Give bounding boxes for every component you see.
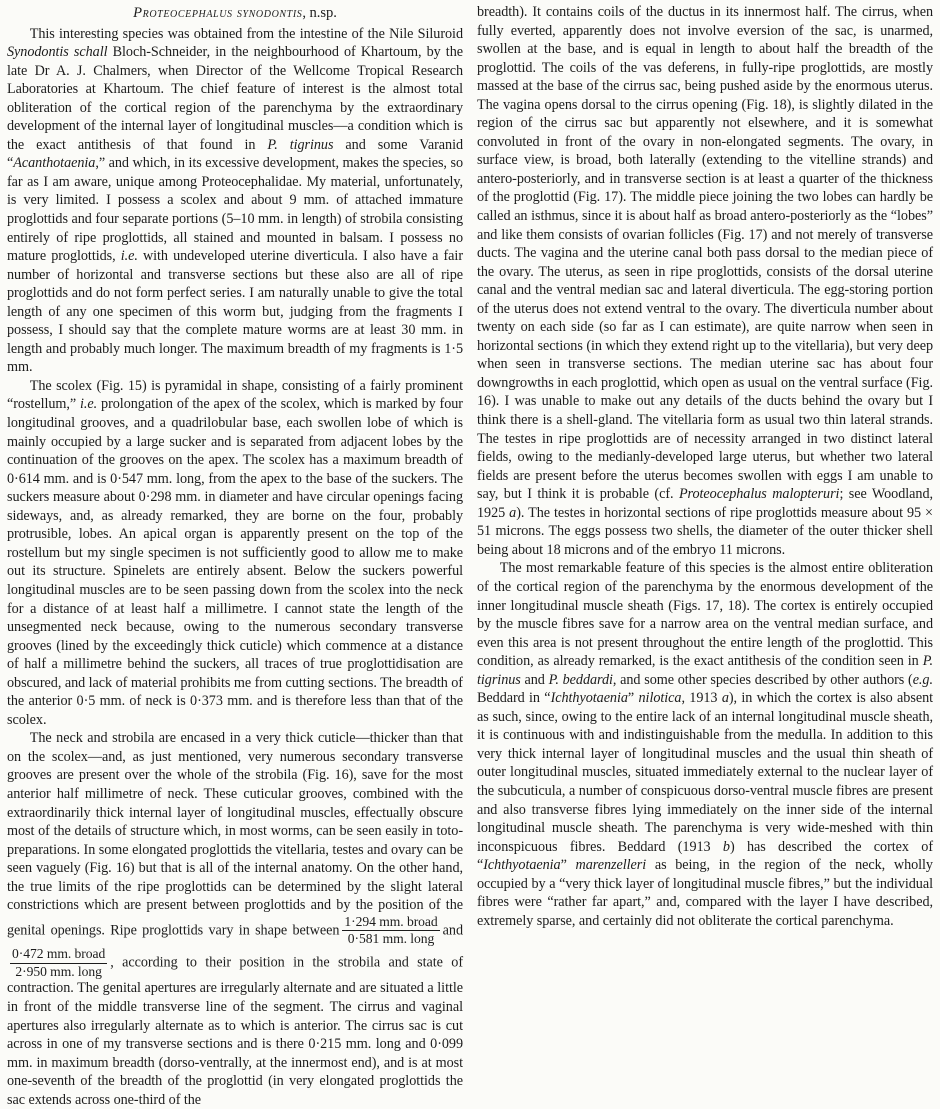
text-run-italic: Proteocephalus malopteruri — [678, 486, 840, 503]
column-left-text — [7, 25, 463, 1109]
text-run: ). The testes in horizontal sections of ripe proglottids measure about 95 × 51 microns. The eggs possess two shells, the diameter of the outer thicker shell being about 18 microns and of the embryo 11 microns. — [477, 504, 933, 558]
text-run: , according to their position in the strobila and state of contraction. The genital apertures are irregularly alternate and are situated a little in front of the middle transverse line of the segment. The cirrus and vaginal apertures also irregularly alternate as to which is anterior. The cirrus sac is cut across in one of my transverse sections and is there 0·215 mm. long and 0·099 mm. in maximum breadth (dorso-ventrally, at the innermost end), and is at most one-seventh of the breadth of the proglottid (in very elongated proglottids the sac extends across one-third of the — [7, 954, 463, 1108]
text-run: , and some other species described by other authors ( — [612, 671, 913, 688]
text-run-italic: marenzelleri — [575, 857, 647, 874]
text-run-italic: a — [721, 690, 729, 707]
text-run: This interesting species was obtained from the intestine of the Nile Siluroid — [29, 25, 463, 42]
text-run: and some Varanid “ — [7, 136, 464, 172]
text-run-italic: P. beddardi — [548, 671, 613, 688]
text-run: with undeveloped uterine diverticula. I also have a fair number of horizontal and transverse sections but these also are all of ripe proglottids and do not form perfect series. I am naturally unable to give the total length of any one specimen of this worm but, judging from the fragments I possess, I should say that the complete mature worms are at least 30 mm. in length and probably much longer. The maximum breadth of my fragments is 1·5 mm. — [7, 248, 463, 376]
text-run: and — [442, 922, 463, 939]
text-run: ” — [560, 857, 576, 874]
text-run: prolongation of the apex of the scolex, which is marked by four longitudinal grooves, and a quadrilobular base, each swollen lobe of which is mainly occupied by a large sucker and is separated from adjacent lobes by the continuation of the grooves on the apex. The scolex has a maximum breadth of 0·614 mm. and is 0·547 mm. long, from the apex to the base of the suckers. The suckers measure about 0·298 mm. in diameter and have circular openings facing sideways, and, as already remarked, they are borne on the four, probably protrusible, lobes. An apical organ is apparently present on the top of the rostellum but my single specimen is not sufficiently good to allow me to make out its structure. Spinelets are entirely absent. Below the suckers powerful longitudinal muscles are to be seen passing down from the scolex into the neck for a distance of at least half a millimetre. I cannot state the length of the unsegmented neck because, owing to the numerous secondary transverse grooves (lined by the exceedingly thick cuticle) which commence at a distance of half a millimetre behind the suckers, all traces of true proglottidisation are obscured, and lack of material prohibits me from cutting sections. The breadth of the anterior 0·5 mm. of neck is 0·373 mm. and is therefore less than that of the scolex. — [7, 396, 463, 728]
text-run: and — [520, 671, 549, 688]
text-run: ,” and which, in its excessive development, makes the species, so far as I am aware, unique among Proteocephalidae. My material, unfortunately, is very limited. I possess a scolex and about 9 mm. of attached immature proglottids and four separate portions (5–10 mm. in length) of strobila consisting entirely of ripe proglottids, all stained and mounted in balsam. I possess no mature proglottids, — [7, 155, 463, 265]
fraction-denominator: 2·950 mm. long — [15, 963, 102, 979]
text-run: The scolex (Fig. 15) is pyramidal in shape, consisting of a fairly prominent “rostellum,” — [7, 377, 463, 413]
text-run: breadth). It contains coils of the ductus in its innermost half. The cirrus, when fully everted, apparently does not involve eversion of the sac, is unarmed, swollen at the base, and is equal in length to about half the breadth of the proglottid. The coils of the vas deferens, in fully-ripe proglottids, are mostly massed at the base of the cirrus sac, being pushed aside by the enormous uterus. The vagina opens dorsal to the cirrus opening (Fig. 18), is slightly dilated in the region of the cirrus sac but apparently not elsewhere, and it is somewhat convoluted in front of the ovary in non-elongated segments. The ovary, in surface view, is broad, both laterally (extending to the vitelline strands) and antero-posteriorly, and in transverse section is at least a quarter of the thickness of the proglottid (Fig. 17). The middle piece joining the two lobes can hardly be called an isthmus, since it is about half as broad antero-posteriorly as the “lobes” and like them consists of ovarian follicles (Fig. 17) and not merely of transverse ducts. The vagina and the uterine canal both pass dorsal to the median piece of the ovary. The uterus, as seen in ripe proglottids, consists of the dorsal uterine canal and the ventral median sac and lateral diverticula. The egg-storing portion of the uterus does not extend ventral to the ovary. The diverticula number about twenty on each side (so far as I can estimate), are quite narrow when seen in horizontal sections (in which they extend right up to the vitellaria), but very deep when seen in transverse sections. The median uterine sac has about four downgrowths in each proglottid, which open as usual on the ventral surface (Fig. 16). I was unable to make out any details of the ducts behind the ovary but I think there is a shell-gland. The vitellaria form as usual two thin lateral strands. The testes in ripe proglottids are of necessity arranged in two distinct lateral fields, owing to the medianly-developed large uterus, but whether two lateral fields are present before the uterus becomes swollen with eggs I am unable to say, but I think it is probable (cf. — [477, 4, 933, 503]
text-run-italic: e.g. — [912, 671, 933, 688]
article-title — [7, 4, 463, 23]
text-run: Beddard in “ — [477, 690, 551, 707]
text-run: Bloch-Schneider, in the neighbourhood of Khartoum, by the late Dr A. J. Chalmers, when Director of the Wellcome Tropical Research Laboratories at Khartoum. The chief feature of interest is the almost total obliteration of the cortical region of the parenchyma by the extraordinary development of the internal layer of longitudinal muscles—a condition which is the exact antithesis of that found in — [7, 44, 463, 153]
text-run-italic: i.e. — [120, 248, 138, 265]
text-run-italic: i.e. — [80, 396, 98, 413]
text-run: , 1913 — [681, 690, 722, 707]
text-run: ” — [627, 690, 639, 707]
fraction-denominator: 0·581 mm. long — [347, 931, 435, 947]
article-title-species: Proteocephalus synodontis — [133, 5, 303, 21]
column-right-text — [477, 3, 933, 930]
column-left — [0, 0, 470, 1108]
column-right — [470, 0, 940, 1008]
text-run-italic: nilotica — [638, 690, 682, 707]
text-run-italic: P. tigrinus — [477, 653, 933, 688]
text-run: as being, in the region of the neck, wholly occupied by a “very thick layer of longitudinal muscle fibres,” but the individual fibres were “rather far apart,” and, compared with the layer I have described, extremely sparse, and certainly did not obliterate the cortical parenchyma. — [477, 857, 933, 929]
dimension-fraction — [342, 915, 439, 947]
fraction-numerator: 1·294 mm. broad — [342, 915, 439, 932]
text-run: ), in which the cortex is also absent as such, since, owing to the entire lack of an internal longitudinal muscle sheath, it is continuous with and indistinguishable from the medulla. In addition to this very thick internal layer of longitudinal muscles and the usual thin sheath of outer longitudinal muscles, situated immediately external to the nuclear layer of the subcuticula, a number of conspicuous dorso-ventral muscle fibres are present and also transverse fibres lying immediately on the inner side of the internal longitudinal muscle sheath. The parenchyma is very wide-meshed with thin inconspicuous fibres. Beddard (1913 — [477, 690, 934, 855]
text-run-italic: P. tigrinus — [267, 136, 334, 153]
text-run: The most remarkable feature of this species is the almost entire obliteration of the cortical region of the parenchyma by the enormous development of the inner longitudinal muscle sheath (Figs. 17, 18). The cortex is entirely occupied by the muscle fibres save for a narrow area on the ventral median surface, and even this area is not present throughout the entire length of the proglottid. This condition, as already remarked, is the exact antithesis of the condition seen in — [477, 560, 933, 670]
text-run-italic: Ichthyotaenia — [550, 690, 628, 707]
text-run-italic: b — [722, 838, 730, 855]
article-title-suffix: , n.sp. — [302, 5, 337, 21]
text-run-italic: a — [509, 504, 517, 521]
text-run-italic: Acanthotaenia — [13, 155, 96, 172]
fraction-numerator: 0·472 mm. broad — [10, 947, 107, 964]
paragraph — [7, 729, 463, 1109]
text-run: The neck and strobila are encased in a very thick cuticle—thicker than that on the scolex—and, as just mentioned, very numerous secondary transverse grooves are present over the whole of the strobila (Fig. 16), save for the most anterior half millimetre of neck. These cuticular grooves, combined with the extraordinarily thick internal layer of longitudinal muscles, effectually obscure most of the details of structure which, in most worms, can be seen easily in toto-preparations. In some elongated proglottids the vitellaria, testes and ovary can be seen vaguely (Fig. 16) but that is all of the internal anatomy. On the other hand, the true limits of the ripe proglottids can be determined by the slight lateral constrictions which are present between proglottids and by the position of the genital openings. Ripe proglottids vary in shape between — [7, 730, 463, 939]
paragraph — [7, 25, 463, 377]
text-run-italic: Synodontis schall — [7, 44, 108, 61]
text-run-italic: Ichthyotaenia — [483, 857, 561, 874]
paragraph — [7, 377, 463, 729]
text-run: ; see Woodland, 1925 — [477, 486, 933, 521]
paragraph — [477, 559, 933, 930]
text-run: ) has described the cortex of “ — [477, 838, 933, 874]
paragraph — [477, 3, 933, 559]
dimension-fraction — [10, 947, 107, 979]
